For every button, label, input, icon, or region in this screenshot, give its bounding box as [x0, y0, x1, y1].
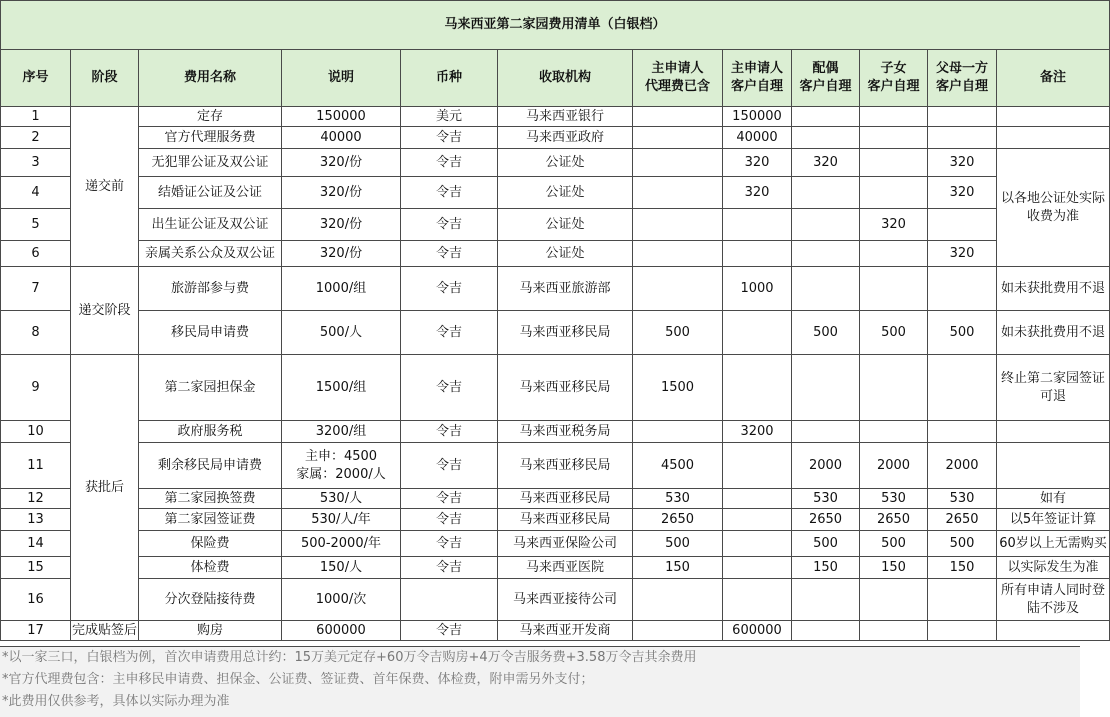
- table-row: [1, 443, 1110, 489]
- agent-included-amount: [633, 267, 723, 311]
- currency: 令吉: [401, 531, 498, 557]
- footnote: *以一家三口，白银档为例，首次申请费用总计约：15万美元定存+60万令吉购房+4万令吉服务费+3.58万令吉其余费用: [2, 650, 697, 665]
- fee-description: 1000/组: [282, 267, 401, 311]
- remark: 如有: [997, 489, 1110, 509]
- fee-name: 保险费: [139, 531, 282, 557]
- spouse-amount: [792, 177, 860, 209]
- parent-amount: [928, 209, 997, 241]
- currency: 令吉: [401, 149, 498, 177]
- child-amount: [860, 127, 928, 149]
- row-number: 4: [1, 177, 71, 209]
- parent-amount: [928, 621, 997, 641]
- collecting-agency: 马来西亚银行: [498, 107, 633, 127]
- parent-amount: 2000: [928, 443, 997, 489]
- spouse-amount: 500: [792, 531, 860, 557]
- agent-included-amount: 1500: [633, 355, 723, 421]
- col-header-stage: 阶段: [71, 50, 139, 107]
- main-self-paid-amount: [723, 557, 792, 579]
- fee-name: 购房: [139, 621, 282, 641]
- main-self-paid-amount: 1000: [723, 267, 792, 311]
- parent-amount: 320: [928, 241, 997, 267]
- fee-name: 第二家园签证费: [139, 509, 282, 531]
- table-row: [1, 489, 1110, 509]
- agent-included-amount: [633, 621, 723, 641]
- table-title: 马来西亚第二家园费用清单（白银档）: [1, 1, 1110, 50]
- spouse-amount: 150: [792, 557, 860, 579]
- remark: [997, 421, 1110, 443]
- collecting-agency: 公证处: [498, 209, 633, 241]
- row-number: 17: [1, 621, 71, 641]
- collecting-agency: 马来西亚移民局: [498, 355, 633, 421]
- spouse-amount: [792, 621, 860, 641]
- row-number: 5: [1, 209, 71, 241]
- row-number: 10: [1, 421, 71, 443]
- fee-description: 500/人: [282, 311, 401, 355]
- child-amount: 2650: [860, 509, 928, 531]
- col-header-no: 序号: [1, 50, 71, 107]
- row-number: 6: [1, 241, 71, 267]
- remark: [997, 621, 1110, 641]
- fee-description: 40000: [282, 127, 401, 149]
- table-row: [1, 509, 1110, 531]
- stage-cell: 递交前: [71, 107, 139, 267]
- row-number: 2: [1, 127, 71, 149]
- currency: 令吉: [401, 621, 498, 641]
- footnotes: [0, 646, 1080, 717]
- main-self-paid-amount: 320: [723, 177, 792, 209]
- row-number: 11: [1, 443, 71, 489]
- fee-name: 定存: [139, 107, 282, 127]
- child-amount: 2000: [860, 443, 928, 489]
- child-amount: [860, 241, 928, 267]
- child-amount: 320: [860, 209, 928, 241]
- col-header-main-self-paid: 主申请人 客户自理: [723, 50, 792, 107]
- main-self-paid-amount: [723, 209, 792, 241]
- currency: 令吉: [401, 241, 498, 267]
- row-number: 12: [1, 489, 71, 509]
- currency: 令吉: [401, 311, 498, 355]
- spouse-amount: 530: [792, 489, 860, 509]
- row-number: 1: [1, 107, 71, 127]
- fee-name: 体检费: [139, 557, 282, 579]
- col-header-currency: 币种: [401, 50, 498, 107]
- remark: 终止第二家园签证 可退: [997, 355, 1110, 421]
- remark: 60岁以上无需购买: [997, 531, 1110, 557]
- spouse-amount: [792, 421, 860, 443]
- remark: 如未获批费用不退: [997, 267, 1110, 311]
- table-row: [1, 421, 1110, 443]
- fee-name: 政府服务税: [139, 421, 282, 443]
- spouse-amount: 500: [792, 311, 860, 355]
- child-amount: [860, 355, 928, 421]
- agent-included-amount: 4500: [633, 443, 723, 489]
- child-amount: [860, 149, 928, 177]
- agent-included-amount: [633, 107, 723, 127]
- stage-cell: 获批后: [71, 355, 139, 621]
- table-row: [1, 621, 1110, 641]
- child-amount: [860, 421, 928, 443]
- currency: 令吉: [401, 177, 498, 209]
- collecting-agency: 马来西亚旅游部: [498, 267, 633, 311]
- fee-name: 无犯罪公证及双公证: [139, 149, 282, 177]
- col-header-agent-included: 主申请人 代理费已含: [633, 50, 723, 107]
- row-number: 7: [1, 267, 71, 311]
- table-row: [1, 127, 1110, 149]
- spouse-amount: [792, 107, 860, 127]
- table-row: [1, 177, 1110, 209]
- table-row: [1, 579, 1110, 621]
- main-self-paid-amount: [723, 489, 792, 509]
- table-row: [1, 209, 1110, 241]
- agent-included-amount: 2650: [633, 509, 723, 531]
- main-self-paid-amount: [723, 509, 792, 531]
- currency: 令吉: [401, 509, 498, 531]
- parent-amount: 530: [928, 489, 997, 509]
- spouse-amount: [792, 209, 860, 241]
- table-row: [1, 355, 1110, 421]
- col-header-description: 说明: [282, 50, 401, 107]
- child-amount: [860, 107, 928, 127]
- currency: 令吉: [401, 443, 498, 489]
- currency: 令吉: [401, 127, 498, 149]
- fee-name: 官方代理服务费: [139, 127, 282, 149]
- fee-name: 分次登陆接待费: [139, 579, 282, 621]
- row-number: 14: [1, 531, 71, 557]
- parent-amount: [928, 127, 997, 149]
- spouse-amount: 2000: [792, 443, 860, 489]
- fee-description: 530/人: [282, 489, 401, 509]
- currency: 美元: [401, 107, 498, 127]
- col-header-remarks: 备注: [997, 50, 1110, 107]
- stage-cell: 递交阶段: [71, 267, 139, 355]
- fee-description: 150000: [282, 107, 401, 127]
- remark: 所有申请人同时登 陆不涉及: [997, 579, 1110, 621]
- agent-included-amount: [633, 241, 723, 267]
- table-row: [1, 149, 1110, 177]
- currency: 令吉: [401, 421, 498, 443]
- agent-included-amount: [633, 177, 723, 209]
- col-header-child: 子女 客户自理: [860, 50, 928, 107]
- col-header-spouse: 配偶 客户自理: [792, 50, 860, 107]
- agent-included-amount: [633, 421, 723, 443]
- remark: [997, 443, 1110, 489]
- parent-amount: [928, 107, 997, 127]
- main-self-paid-amount: 600000: [723, 621, 792, 641]
- spouse-amount: [792, 267, 860, 311]
- fee-description: 1000/次: [282, 579, 401, 621]
- collecting-agency: 马来西亚政府: [498, 127, 633, 149]
- fee-description: 500-2000/年: [282, 531, 401, 557]
- spouse-amount: [792, 127, 860, 149]
- child-amount: 530: [860, 489, 928, 509]
- main-self-paid-amount: 3200: [723, 421, 792, 443]
- main-self-paid-amount: 150000: [723, 107, 792, 127]
- parent-amount: 500: [928, 311, 997, 355]
- spouse-amount: [792, 355, 860, 421]
- parent-amount: [928, 579, 997, 621]
- collecting-agency: 公证处: [498, 241, 633, 267]
- col-header-parent: 父母一方 客户自理: [928, 50, 997, 107]
- collecting-agency: 马来西亚保险公司: [498, 531, 633, 557]
- fee-name: 旅游部参与费: [139, 267, 282, 311]
- currency: 令吉: [401, 557, 498, 579]
- remark: 以5年签证计算: [997, 509, 1110, 531]
- collecting-agency: 马来西亚移民局: [498, 489, 633, 509]
- fee-description: 600000: [282, 621, 401, 641]
- fee-name: 亲属关系公众及双公证: [139, 241, 282, 267]
- fee-description: 530/人/年: [282, 509, 401, 531]
- collecting-agency: 马来西亚移民局: [498, 443, 633, 489]
- agent-included-amount: 530: [633, 489, 723, 509]
- parent-amount: 320: [928, 149, 997, 177]
- main-self-paid-amount: [723, 531, 792, 557]
- fee-description: 320/份: [282, 241, 401, 267]
- child-amount: 500: [860, 531, 928, 557]
- fee-description: 3200/组: [282, 421, 401, 443]
- table-row: [1, 557, 1110, 579]
- main-self-paid-amount: [723, 443, 792, 489]
- table-row: [1, 267, 1110, 311]
- row-number: 9: [1, 355, 71, 421]
- table-row: [1, 311, 1110, 355]
- spouse-amount: [792, 241, 860, 267]
- agent-included-amount: 500: [633, 531, 723, 557]
- child-amount: [860, 177, 928, 209]
- currency: 令吉: [401, 267, 498, 311]
- main-self-paid-amount: [723, 579, 792, 621]
- parent-amount: 2650: [928, 509, 997, 531]
- currency: [401, 579, 498, 621]
- fee-description: 1500/组: [282, 355, 401, 421]
- fee-description: 320/份: [282, 177, 401, 209]
- fee-description: 320/份: [282, 149, 401, 177]
- row-number: 8: [1, 311, 71, 355]
- main-self-paid-amount: 40000: [723, 127, 792, 149]
- row-number: 13: [1, 509, 71, 531]
- fee-name: 移民局申请费: [139, 311, 282, 355]
- collecting-agency: 马来西亚移民局: [498, 509, 633, 531]
- remark: [997, 107, 1110, 127]
- child-amount: [860, 579, 928, 621]
- currency: 令吉: [401, 489, 498, 509]
- fee-name: 出生证公证及双公证: [139, 209, 282, 241]
- fee-name: 第二家园担保金: [139, 355, 282, 421]
- parent-amount: 320: [928, 177, 997, 209]
- child-amount: 500: [860, 311, 928, 355]
- collecting-agency: 马来西亚医院: [498, 557, 633, 579]
- parent-amount: 500: [928, 531, 997, 557]
- child-amount: [860, 621, 928, 641]
- agent-included-amount: [633, 579, 723, 621]
- child-amount: [860, 267, 928, 311]
- remark: [997, 127, 1110, 149]
- collecting-agency: 马来西亚接待公司: [498, 579, 633, 621]
- row-number: 16: [1, 579, 71, 621]
- collecting-agency: 马来西亚税务局: [498, 421, 633, 443]
- remark: 以实际发生为准: [997, 557, 1110, 579]
- remark-merged: 以各地公证处实际 收费为准: [997, 149, 1110, 267]
- row-number: 15: [1, 557, 71, 579]
- parent-amount: 150: [928, 557, 997, 579]
- agent-included-amount: 150: [633, 557, 723, 579]
- col-header-fee-name: 费用名称: [139, 50, 282, 107]
- spouse-amount: 320: [792, 149, 860, 177]
- col-header-collector: 收取机构: [498, 50, 633, 107]
- child-amount: 150: [860, 557, 928, 579]
- agent-included-amount: [633, 149, 723, 177]
- fee-name: 剩余移民局申请费: [139, 443, 282, 489]
- main-self-paid-amount: 320: [723, 149, 792, 177]
- main-self-paid-amount: [723, 241, 792, 267]
- agent-included-amount: 500: [633, 311, 723, 355]
- collecting-agency: 公证处: [498, 177, 633, 209]
- agent-included-amount: [633, 127, 723, 149]
- fee-name: 第二家园换签费: [139, 489, 282, 509]
- fee-description: 主申：4500 家属：2000/人: [282, 443, 401, 489]
- remark: 如未获批费用不退: [997, 311, 1110, 355]
- table-row: [1, 107, 1110, 127]
- currency: 令吉: [401, 209, 498, 241]
- collecting-agency: 马来西亚移民局: [498, 311, 633, 355]
- collecting-agency: 公证处: [498, 149, 633, 177]
- spouse-amount: [792, 579, 860, 621]
- agent-included-amount: [633, 209, 723, 241]
- footnote: *官方代理费包含：主申移民申请费、担保金、公证费、签证费、首年保费、体检费，附申需另外支付；: [2, 672, 594, 687]
- footnote: *此费用仅供参考，具体以实际办理为准: [2, 694, 230, 709]
- stage-cell: 完成贴签后: [71, 621, 139, 641]
- fee-description: 150/人: [282, 557, 401, 579]
- fee-description: 320/份: [282, 209, 401, 241]
- table-row: [1, 531, 1110, 557]
- parent-amount: [928, 421, 997, 443]
- collecting-agency: 马来西亚开发商: [498, 621, 633, 641]
- parent-amount: [928, 267, 997, 311]
- parent-amount: [928, 355, 997, 421]
- row-number: 3: [1, 149, 71, 177]
- spouse-amount: 2650: [792, 509, 860, 531]
- main-self-paid-amount: [723, 311, 792, 355]
- main-self-paid-amount: [723, 355, 792, 421]
- fee-name: 结婚证公证及公证: [139, 177, 282, 209]
- currency: 令吉: [401, 355, 498, 421]
- table-row: [1, 241, 1110, 267]
